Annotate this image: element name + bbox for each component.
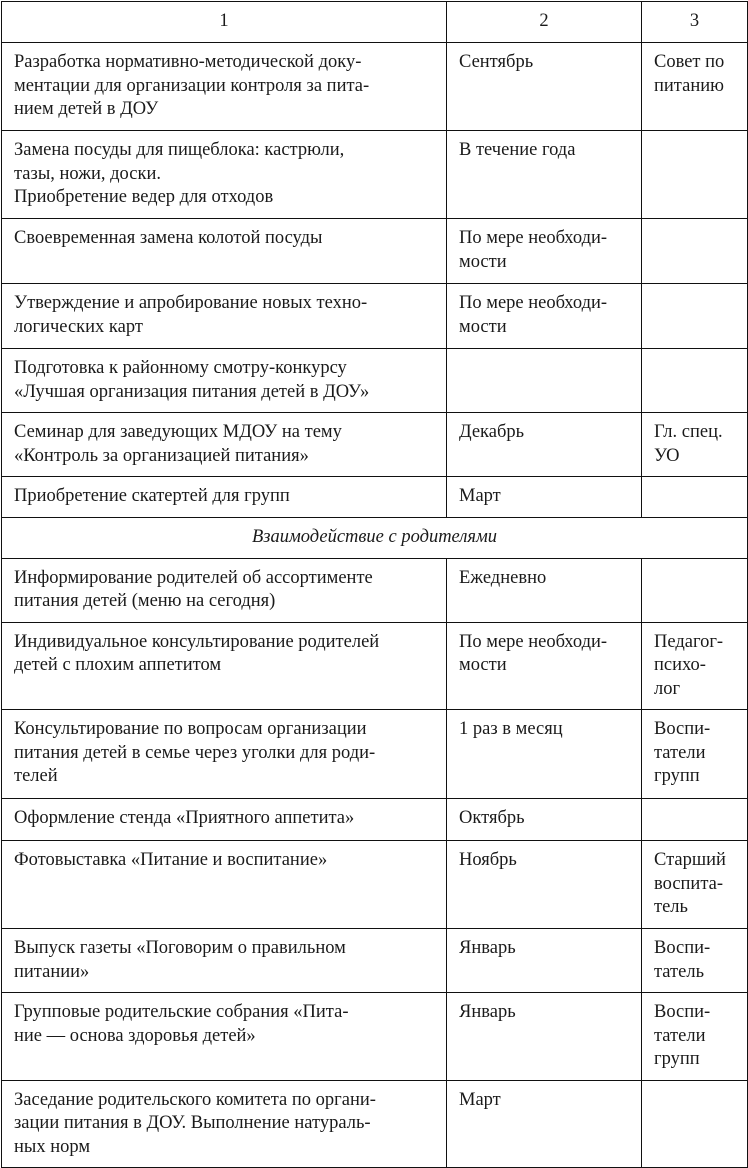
period-cell: Март: [447, 1080, 642, 1168]
period-cell: Сентябрь: [447, 43, 642, 131]
responsible-cell: [642, 799, 748, 841]
table-row: [2, 929, 748, 993]
responsible-cell: [642, 284, 748, 349]
table-row: [2, 1080, 748, 1168]
activity-cell: Своевременная замена колотой посуды: [2, 219, 447, 284]
responsible-cell: Совет по питанию: [642, 43, 748, 131]
table-row: [2, 558, 748, 622]
table-row: [2, 993, 748, 1081]
responsible-cell: Воспи- татель: [642, 929, 748, 993]
table-row: [2, 413, 748, 477]
responsible-cell: [642, 349, 748, 413]
table-row: [2, 477, 748, 518]
period-cell: Январь: [447, 929, 642, 993]
period-cell: Декабрь: [447, 413, 642, 477]
period-cell: Ноябрь: [447, 841, 642, 929]
activity-cell: Семинар для заведующих МДОУ на тему «Контроль за организацией питания»: [2, 413, 447, 477]
table-row: [2, 710, 748, 799]
activity-cell: Заседание родительского комитета по органи- зации питания в ДОУ. Выполнение натураль- ных норм: [2, 1080, 447, 1168]
table-row: [2, 219, 748, 284]
table-row: [2, 284, 748, 349]
responsible-cell: [642, 1080, 748, 1168]
section-row: [2, 517, 748, 558]
period-cell: 1 раз в месяц: [447, 710, 642, 799]
activity-plan-table: [1, 1, 748, 1168]
activity-cell: Консультирование по вопросам организации питания детей в семье через уголки для роди- телей: [2, 710, 447, 799]
responsible-cell: Старший воспита- тель: [642, 841, 748, 929]
table-row: [2, 841, 748, 929]
activity-cell: Индивидуальное консультирование родителей детей с плохим аппетитом: [2, 622, 447, 710]
period-cell: Октябрь: [447, 799, 642, 841]
period-cell: [447, 349, 642, 413]
activity-cell: Оформление стенда «Приятного аппетита»: [2, 799, 447, 841]
responsible-cell: Воспи- татели групп: [642, 710, 748, 799]
responsible-cell: [642, 131, 748, 219]
activity-cell: Приобретение скатертей для групп: [2, 477, 447, 518]
table-row: [2, 43, 748, 131]
activity-cell: Выпуск газеты «Поговорим о правильном питании»: [2, 929, 447, 993]
period-cell: По мере необходи- мости: [447, 622, 642, 710]
activity-cell: Подготовка к районному смотру-конкурсу «Лучшая организация питания детей в ДОУ»: [2, 349, 447, 413]
period-cell: По мере необходи- мости: [447, 284, 642, 349]
activity-cell: Утверждение и апробирование новых техно- логических карт: [2, 284, 447, 349]
table-row: [2, 622, 748, 710]
table-row: [2, 349, 748, 413]
responsible-cell: [642, 558, 748, 622]
period-cell: По мере необходи- мости: [447, 219, 642, 284]
header-col-3: 3: [642, 2, 748, 43]
table-row: [2, 131, 748, 219]
table-body: [2, 2, 748, 1168]
activity-cell: Замена посуды для пищеблока: кастрюли, тазы, ножи, доски. Приобретение ведер для отходов: [2, 131, 447, 219]
period-cell: Ежедневно: [447, 558, 642, 622]
responsible-cell: [642, 219, 748, 284]
period-cell: Январь: [447, 993, 642, 1081]
responsible-cell: Воспи- татели групп: [642, 993, 748, 1081]
period-cell: В течение года: [447, 131, 642, 219]
period-cell: Март: [447, 477, 642, 518]
responsible-cell: Педагог- психо- лог: [642, 622, 748, 710]
header-row: [2, 2, 748, 43]
activity-cell: Разработка нормативно-методической доку- ментации для организации контроля за пита- нием детей в ДОУ: [2, 43, 447, 131]
responsible-cell: Гл. спец. УО: [642, 413, 748, 477]
header-col-2: 2: [447, 2, 642, 43]
responsible-cell: [642, 477, 748, 518]
activity-cell: Фотовыставка «Питание и воспитание»: [2, 841, 447, 929]
header-col-1: 1: [2, 2, 447, 43]
table-row: [2, 799, 748, 841]
section-title: Взаимодействие с родителями: [2, 517, 748, 558]
activity-cell: Групповые родительские собрания «Пита- ние — основа здоровья детей»: [2, 993, 447, 1081]
activity-cell: Информирование родителей об ассортименте питания детей (меню на сегодня): [2, 558, 447, 622]
